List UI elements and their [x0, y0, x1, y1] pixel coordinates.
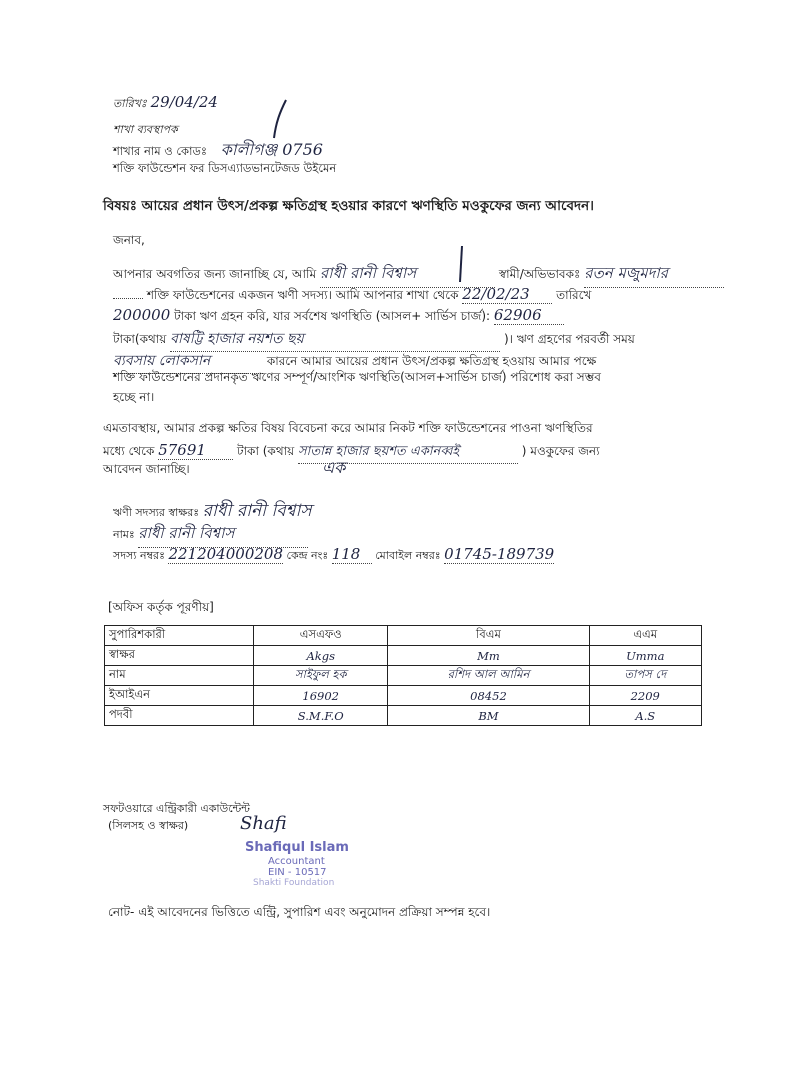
accountant-line-2: (সিলসহ ও স্বাক্ষর) [108, 819, 189, 832]
office-title: [অফিস কর্তৃক পূরণীয়] [108, 600, 214, 614]
body-line-7: হচ্ছে না। [113, 390, 155, 404]
stamp-title: Accountant [268, 856, 325, 867]
name-scribble-mark [452, 244, 472, 288]
branch-scribble-mark [268, 98, 298, 147]
designation-cell: A.S [589, 706, 701, 726]
name-cell: রশিদ আল আমিন [388, 666, 589, 686]
cause-handwritten: ব্যবসায় লোকসান [113, 349, 263, 374]
table-row [105, 706, 702, 726]
mobile-label: মোবাইল নম্বরঃ [375, 549, 441, 562]
waive-words-handwritten: সাতান্ন হাজার ছয়শত একানব্বই [298, 442, 518, 464]
member-number-row [113, 545, 554, 566]
member-name-label: নামঃ [113, 528, 135, 541]
body-text: )। ঋণ গ্রহণের পরবর্তী সময় [503, 332, 635, 346]
accountant-sign-handwritten: Shafi [240, 813, 287, 834]
balance-words-handwritten: বাষট্টি হাজার নয়শত ছয় [170, 327, 500, 352]
signature-cell: Mm [388, 646, 589, 666]
table-row [105, 686, 702, 706]
balance-handwritten: 62906 [494, 306, 564, 325]
member-no-handwritten: 221204000208 [168, 545, 283, 563]
table-row [105, 666, 702, 686]
row-label: ইআইএন [105, 686, 254, 706]
designation-cell: BM [388, 706, 589, 726]
table-header-cell: এসএফও [254, 626, 388, 646]
member-name-handwritten: রাধী রানী বিশ্বাস [320, 262, 495, 288]
table-header-cell: সুপারিশকারী [105, 626, 254, 646]
center-label: কেন্দ্র নংঃ [286, 549, 329, 562]
body-line-2 [113, 285, 591, 307]
center-no-handwritten: 118 [332, 545, 372, 564]
scribble-handwritten: এক [322, 458, 346, 477]
loan-amount-handwritten: 200000 [113, 306, 171, 324]
date-row [113, 93, 218, 114]
manager-label: শাখা ব্যবস্থাপক [113, 123, 178, 136]
accountant-line-1: সফটওয়ারে এন্ট্রিকারী একাউন্টেন্ট [103, 802, 250, 815]
body-text: শক্তি ফাউন্ডেশনের একজন ঋণী সদস্য। আমি আপনার শাখা থেকে [146, 288, 459, 302]
name-cell: সাইফুল হক [254, 666, 388, 686]
designation-cell: S.M.F.O [254, 706, 388, 726]
date-label: তারিখঃ [113, 97, 147, 110]
para2-line-3: আবেদন জানাচ্ছি। [103, 462, 190, 476]
body-text: মধ্যে থেকে [103, 444, 155, 458]
ein-cell: 2209 [589, 686, 701, 706]
member-sign-handwritten: রাধী রানী বিশ্বাস [202, 501, 312, 521]
stamp-ein: EIN - 10517 [268, 867, 327, 878]
member-no-label: সদস্য নম্বরঃ [113, 549, 165, 562]
table-header-cell: এএম [589, 626, 701, 646]
org-name: শক্তি ফাউন্ডেশন ফর ডিসএ্যাডভানটেজড উইমেন [113, 161, 337, 175]
body-text: আপনার অবগতির জন্য জানাচ্ছি যে, আমি [113, 267, 317, 281]
body-line-6: শক্তি ফাউন্ডেশনের প্রদানকৃত ঋণের সম্পূর্ণ/আংশিক ঋণস্থিতি(আসল+সার্ভিস চার্জ) পরিশোধ করা সম্ভব [113, 370, 601, 384]
branch-label: শাখার নাম ও কোডঃ [113, 144, 208, 158]
name-cell: তাপস দে [589, 666, 701, 686]
mobile-handwritten: 01745-189739 [444, 545, 555, 563]
body-text: ) মওকুফের জন্য [521, 444, 600, 458]
body-text: টাকা (কথায় [237, 444, 295, 458]
signature-cell: Akgs [254, 646, 388, 666]
ein-cell: 16902 [254, 686, 388, 706]
branch-value: কালীগঞ্জ 0756 [220, 140, 323, 159]
body-line-3 [113, 306, 564, 328]
table-header-cell: বিএম [388, 626, 589, 646]
table-row [105, 646, 702, 666]
date-value: 29/04/24 [150, 93, 218, 111]
recommendation-table [104, 625, 702, 726]
body-text: তারিখে [556, 288, 592, 302]
salutation: জনাব, [113, 233, 145, 247]
subject-line: বিষয়ঃ আয়ের প্রধান উৎস/প্রকল্প ক্ষতিগ্রস্থ হওয়ার কারণে ঋণস্থিতি মওকুফের জন্য আবেদন। [103, 198, 594, 214]
stamp-org: Shakti Foundation [253, 878, 335, 888]
signature-cell: Umma [589, 646, 701, 666]
row-label: পদবী [105, 706, 254, 726]
member-sign-label: ঋণী সদস্যর স্বাক্ষরঃ [113, 506, 200, 519]
body-text: টাকা(কথায় [113, 332, 167, 346]
body-text: স্বামী/অভিভাবকঃ [498, 267, 581, 281]
row-label: নাম [105, 666, 254, 686]
body-text: টাকা ঋণ গ্রহন করি, যার সর্বশেষ ঋণস্থিতি (আসল+ সার্ভিস চার্জ): [174, 309, 491, 323]
note-line: নোট- এই আবেদনের ভিত্তিতে এন্ট্রি, সুপারিশ এবং অনুমোদন প্রক্রিয়া সম্পন্ন হবে। [108, 905, 491, 919]
para2-line-1: এমতাবস্থায়, আমার প্রকল্প ক্ষতির বিষয় বিবেচনা করে আমার নিকট শক্তি ফাউন্ডেশনের পাওনা ঋণস্থিতির [103, 421, 593, 435]
row-label: স্বাক্ষর [105, 646, 254, 666]
stamp-name: Shafiqul Islam [245, 840, 349, 855]
guardian-handwritten: রতন মজুমদার [584, 262, 724, 288]
ein-cell: 08452 [388, 686, 589, 706]
loan-date-handwritten: 22/02/23 [462, 285, 552, 304]
table-header-row [105, 626, 702, 646]
waive-amount-handwritten: 57691 [158, 441, 233, 460]
member-name-value-handwritten: রাধী রানী বিশ্বাস [138, 522, 308, 548]
body-text: কারনে আমার আয়ের প্রধান উৎস/প্রকল্প ক্ষতিগ্রস্থ হওয়ায় আমার পক্ষে [266, 354, 597, 368]
